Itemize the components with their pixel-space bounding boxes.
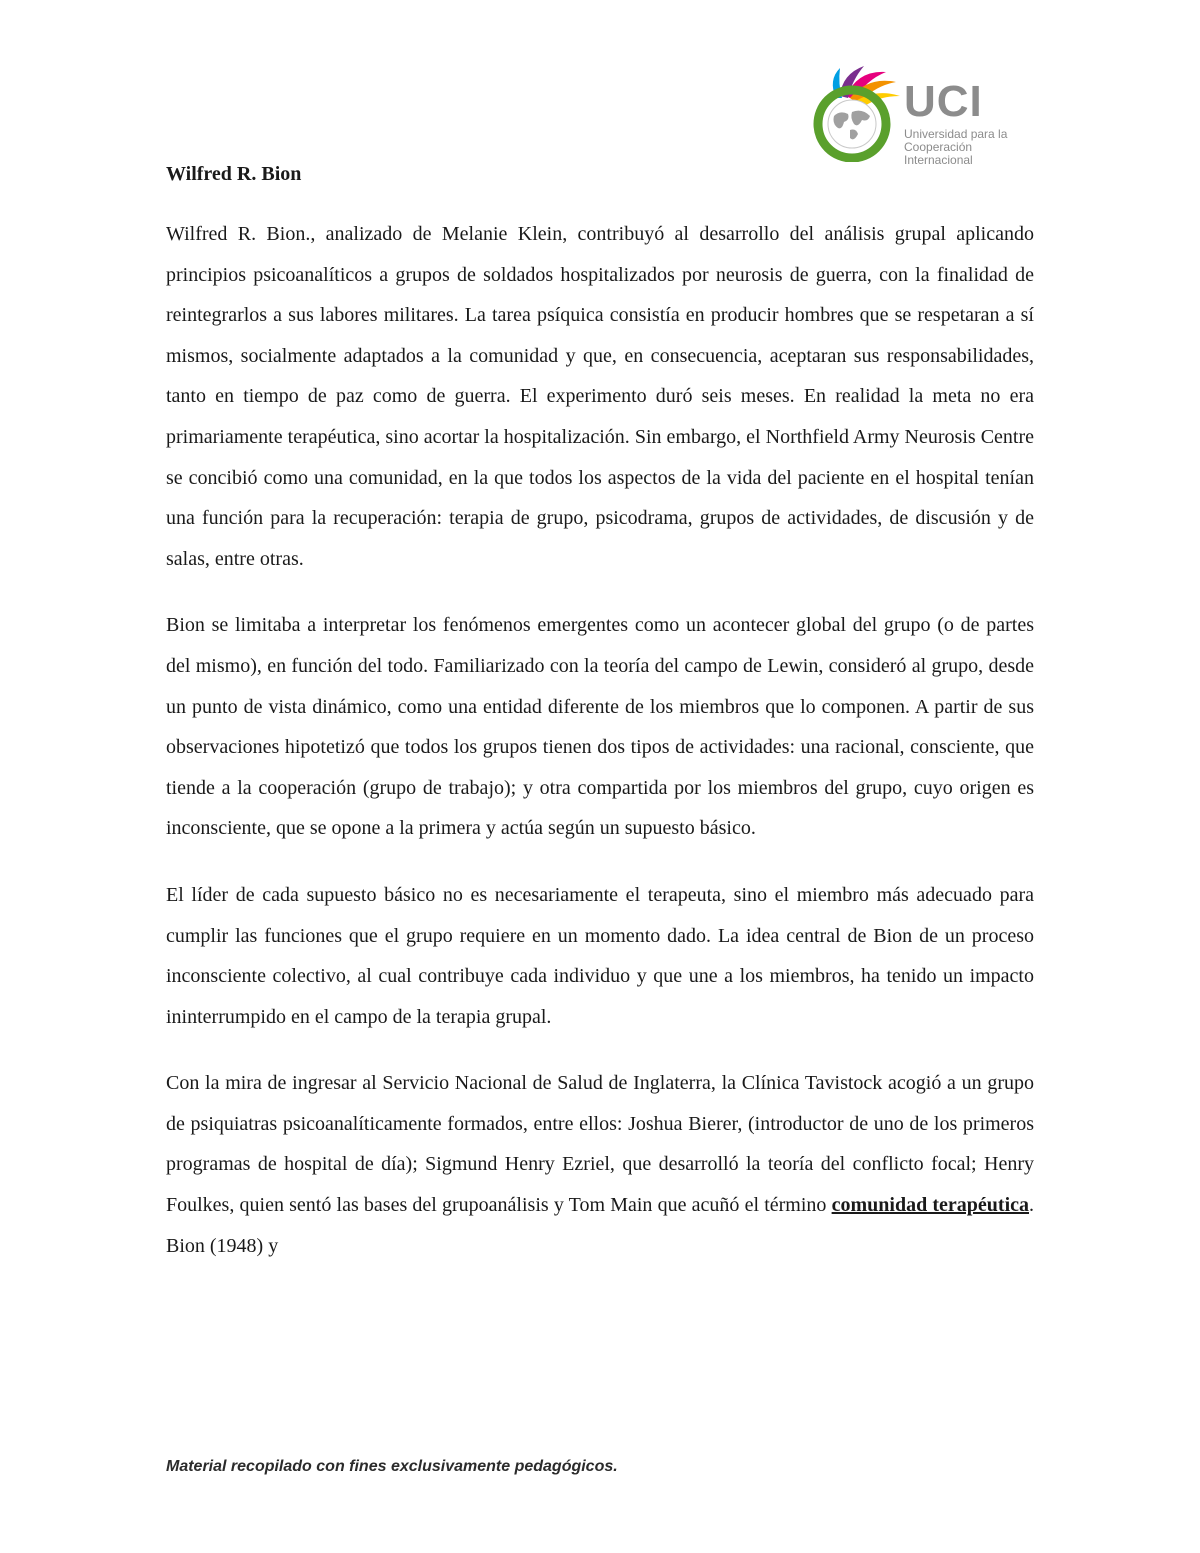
uci-globe-icon (806, 66, 902, 162)
term-comunidad-terapeutica: comunidad terapéutica (831, 1194, 1030, 1217)
paragraph-4 (166, 1063, 1034, 1266)
paragraph-4-text-after: . Bion (1948) y (166, 1194, 1035, 1257)
logo-acronym: UCI (904, 77, 983, 126)
logo-name-line2: Cooperación Internacional (904, 140, 973, 167)
uci-logo-text (904, 77, 1044, 167)
document-body (166, 160, 1034, 1292)
paragraph-2: Bion se limitaba a interpretar los fenómenos emergentes como un acontecer global del grupo (o de partes del mismo), en función del todo. Familiarizado con la teoría del campo de Lewin, consideró al grupo, desde un punto de vista dinámico, como una entidad diferente de los miembros que lo componen. A partir de sus observaciones hipotetizó que todos los grupos tienen dos tipos de actividades: una racional, consciente, que tiende a la cooperación (grupo de trabajo); y otra compartida por los miembros del grupo, cuyo origen es inconsciente, que se opone a la primera y actúa según un supuesto básico. (166, 614, 1034, 840)
paragraph-4-text-before: Con la mira de ingresar al Servicio Nacional de Salud de Inglaterra, la Clínica Tavistock acogió a un grupo de psiquiatras psicoanalíticamente formados, entre ellos: Joshua Bierer, (introductor de uno de los primeros programas de hospital de día); Sigmund Henry Ezriel, que desarrolló la teoría del conflicto focal; Henry Foulkes, quien sentó las bases del grupoanálisis y Tom Main que acuñó el término (166, 1072, 1034, 1217)
uci-logo (806, 66, 1046, 166)
logo-name-line1: Universidad para la (904, 127, 1008, 141)
document-title: Wilfred R. Bion (166, 163, 302, 185)
page-footer: Material recopilado con fines exclusivamente pedagógicos. (166, 1458, 618, 1475)
paragraph-3: El líder de cada supuesto básico no es necesariamente el terapeuta, sino el miembro más adecuado para cumplir las funciones que el grupo requiere en un momento dado. La idea central de Bion de un proceso inconsciente colectivo, al cual contribuye cada individuo y que une a los miembros, ha tenido un impacto ininterrumpido en el campo de la terapia grupal. (166, 883, 1034, 1028)
paragraph-1: Wilfred R. Bion., analizado de Melanie Klein, contribuyó al desarrollo del análisis grupal aplicando principios psicoanalíticos a grupos de soldados hospitalizados por neurosis de guerra, con la finalidad de reintegrarlos a sus labores militares. La tarea psíquica consistía en producir hombres que se respetaran a sí mismos, socialmente adaptados a la comunidad y que, en consecuencia, aceptaran sus responsabilidades, tanto en tiempo de paz como de guerra. El experimento duró seis meses. En realidad la meta no era primariamente terapéutica, sino acortar la hospitalización. Sin embargo, el Northfield Army Neurosis Centre se concibió como una comunidad, en la que todos los aspectos de la vida del paciente en el hospital tenían una función para la recuperación: terapia de grupo, psicodrama, grupos de actividades, de discusión y de salas, entre otras. (166, 223, 1034, 570)
